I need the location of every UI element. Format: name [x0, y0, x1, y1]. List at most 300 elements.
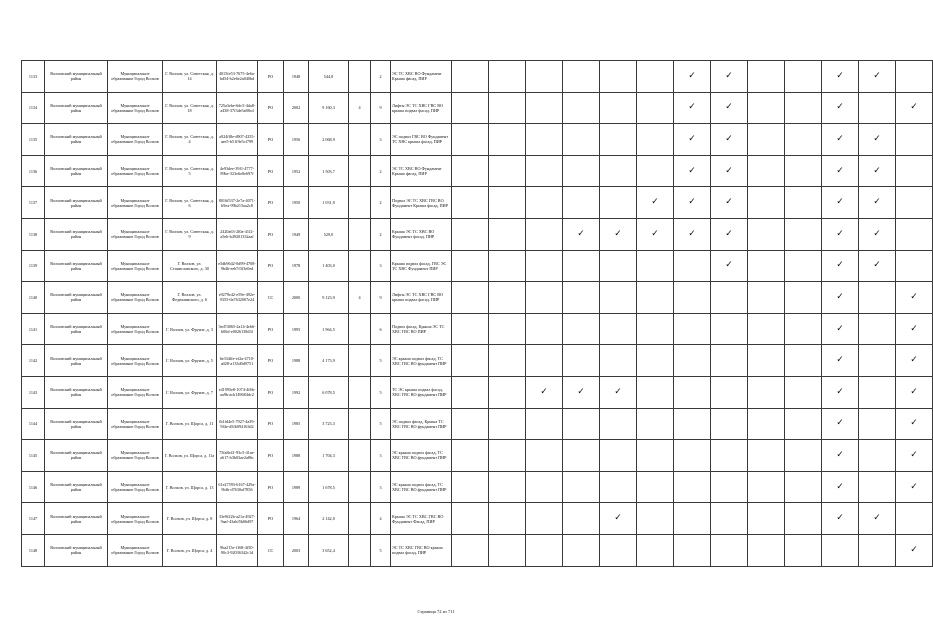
lift-count: 4: [349, 92, 371, 124]
check-cell: [711, 282, 748, 314]
check-cell: [674, 187, 711, 219]
ownership-form: РО: [258, 345, 284, 377]
check-cell: [637, 471, 674, 503]
checkmark-icon: ✓: [836, 355, 844, 366]
check-cell: [563, 408, 600, 440]
build-year: 1952: [284, 155, 309, 187]
ownership-form: РО: [258, 218, 284, 250]
total-area: 9 160,3: [309, 92, 349, 124]
ownership-form: СС: [258, 534, 284, 566]
checkmark-icon: ✓: [688, 70, 696, 81]
check-cell: [711, 218, 748, 250]
total-area: 1 678,5: [309, 471, 349, 503]
check-cell: [822, 155, 859, 187]
check-cell: [859, 282, 896, 314]
check-cell: [637, 282, 674, 314]
lift-count: [349, 471, 371, 503]
work-types: Лифты ЭС ТС ХВС ГВС ВО крыша подвал фасад, ПИР: [391, 92, 452, 124]
check-cell: [526, 345, 563, 377]
check-cell: [748, 534, 785, 566]
house-guid: e41995e8-1074-4f6b-aa9b-acb149684dc2: [217, 376, 258, 408]
checkmark-icon: ✓: [910, 323, 918, 334]
check-cell: [896, 61, 933, 93]
ownership-form: РО: [258, 155, 284, 187]
check-cell: [711, 376, 748, 408]
table-row: [22, 534, 933, 566]
address: Г. Волхов, ул. Советская, д. 14: [163, 61, 217, 93]
work-types: Крыша ЭС ТС ХВС ВО Фундамент фасад, ПИР: [391, 218, 452, 250]
check-cell: [896, 440, 933, 472]
check-cell: [452, 345, 489, 377]
check-cell: [822, 376, 859, 408]
checkmark-icon: ✓: [873, 165, 881, 176]
total-area: 3 652,4: [309, 534, 349, 566]
house-guid: 725a3ebe-6dc5-4da8-a438-37f3de5a88cd: [217, 92, 258, 124]
address: Г. Волхов, ул. Советская, д. 9: [163, 218, 217, 250]
checkmark-icon: ✓: [688, 102, 696, 113]
table-row: [22, 124, 933, 156]
check-cell: [637, 92, 674, 124]
check-cell: [822, 440, 859, 472]
check-cell: [822, 282, 859, 314]
build-year: 1978: [284, 250, 309, 282]
district-name: Волховский муниципальный район: [45, 534, 108, 566]
check-cell: [563, 92, 600, 124]
check-cell: [711, 92, 748, 124]
municipality-name: Муниципальное образование Город Волхов: [108, 250, 163, 282]
check-cell: [674, 503, 711, 535]
row-number: 1146: [22, 471, 45, 503]
work-types: ЭС крыша подвал фасад, ТС ХВС ГВС ВО фундамент ПИР: [391, 471, 452, 503]
check-cell: [896, 187, 933, 219]
ownership-form: РО: [258, 313, 284, 345]
check-cell: [822, 124, 859, 156]
table-row: [22, 92, 933, 124]
lift-count: [349, 218, 371, 250]
checkmark-icon: ✓: [725, 102, 733, 113]
check-cell: [563, 155, 600, 187]
district-name: Волховский муниципальный район: [45, 282, 108, 314]
work-types: ТС ЭС крыша подвал фасад, ХВС ГВС ВО фундамент ПИР: [391, 376, 452, 408]
house-guid: a924ff8e-d907-4255-aee5-b51f9e5cf799: [217, 124, 258, 156]
checkmark-icon: ✓: [725, 165, 733, 176]
check-cell: [748, 218, 785, 250]
check-cell: [452, 313, 489, 345]
check-cell: [822, 250, 859, 282]
check-cell: [674, 345, 711, 377]
check-cell: [563, 250, 600, 282]
municipality-name: Муниципальное образование Город Волхов: [108, 408, 163, 440]
district-name: Волховский муниципальный район: [45, 376, 108, 408]
check-cell: [637, 218, 674, 250]
house-guid: e9279e42-e59e-492e-9355-0a7632007e24: [217, 282, 258, 314]
check-cell: [711, 61, 748, 93]
total-area: 1 704,3: [309, 440, 349, 472]
check-cell: [600, 503, 637, 535]
checkmark-icon: ✓: [836, 449, 844, 460]
checkmark-icon: ✓: [873, 260, 881, 271]
check-cell: [600, 282, 637, 314]
check-cell: [785, 124, 822, 156]
check-cell: [859, 376, 896, 408]
floors: 3: [371, 440, 391, 472]
check-cell: [711, 124, 748, 156]
check-cell: [452, 503, 489, 535]
check-cell: [674, 124, 711, 156]
checkmark-icon: ✓: [725, 228, 733, 239]
check-cell: [785, 218, 822, 250]
checkmark-icon: ✓: [836, 165, 844, 176]
check-cell: [563, 313, 600, 345]
row-number: 1142: [22, 345, 45, 377]
checkmark-icon: ✓: [688, 228, 696, 239]
check-cell: [674, 534, 711, 566]
checkmark-icon: ✓: [873, 133, 881, 144]
table-row: [22, 503, 933, 535]
check-cell: [489, 250, 526, 282]
check-cell: [896, 345, 933, 377]
check-cell: [711, 313, 748, 345]
check-cell: [600, 376, 637, 408]
municipality-name: Муниципальное образование Город Волхов: [108, 61, 163, 93]
check-cell: [748, 313, 785, 345]
work-types: ЭС ТС ХВС ГВС ВО крыша подвал фасад, ПИР: [391, 534, 452, 566]
check-cell: [526, 408, 563, 440]
check-cell: [452, 376, 489, 408]
check-cell: [489, 124, 526, 156]
build-year: 1950: [284, 187, 309, 219]
check-cell: [711, 187, 748, 219]
lift-count: [349, 503, 371, 535]
check-cell: [785, 155, 822, 187]
check-cell: [859, 534, 896, 566]
municipality-name: Муниципальное образование Город Волхов: [108, 218, 163, 250]
check-cell: [489, 471, 526, 503]
municipality-name: Муниципальное образование Город Волхов: [108, 345, 163, 377]
checkmark-icon: ✓: [725, 133, 733, 144]
check-cell: [452, 440, 489, 472]
floors: 2: [371, 155, 391, 187]
address: Г. Волхов, ул. Щорса, д. 11а: [163, 440, 217, 472]
check-cell: [711, 155, 748, 187]
check-cell: [452, 250, 489, 282]
district-name: Волховский муниципальный район: [45, 471, 108, 503]
municipality-name: Муниципальное образование Город Волхов: [108, 92, 163, 124]
work-types: ЭС крыша подвал фасад, ТС ХВС ГВС ВО фундамент ПИР: [391, 345, 452, 377]
check-cell: [748, 408, 785, 440]
table-row: [22, 471, 933, 503]
address: Г. Волхов, ул. Станиславского, д. 30: [163, 250, 217, 282]
check-cell: [526, 440, 563, 472]
check-cell: [785, 471, 822, 503]
lift-count: [349, 124, 371, 156]
check-cell: [526, 61, 563, 93]
check-cell: [526, 471, 563, 503]
checkmark-icon: ✓: [910, 386, 918, 397]
check-cell: [563, 534, 600, 566]
check-cell: [489, 376, 526, 408]
check-cell: [859, 408, 896, 440]
lift-count: [349, 155, 371, 187]
checkmark-icon: ✓: [836, 228, 844, 239]
district-name: Волховский муниципальный район: [45, 61, 108, 93]
table-row: [22, 408, 933, 440]
check-cell: [859, 124, 896, 156]
municipality-name: Муниципальное образование Город Волхов: [108, 471, 163, 503]
check-cell: [600, 124, 637, 156]
table-row: [22, 376, 933, 408]
check-cell: [563, 282, 600, 314]
build-year: 2003: [284, 534, 309, 566]
check-cell: [600, 187, 637, 219]
row-number: 1148: [22, 534, 45, 566]
check-cell: [822, 313, 859, 345]
row-number: 1139: [22, 250, 45, 282]
check-cell: [489, 313, 526, 345]
table-row: [22, 155, 933, 187]
check-cell: [563, 345, 600, 377]
check-cell: [563, 124, 600, 156]
lift-count: [349, 313, 371, 345]
check-cell: [526, 187, 563, 219]
checkmark-icon: ✓: [910, 418, 918, 429]
house-guid: 9ba215e-f168-4f50-90c3-92036342c1d: [217, 534, 258, 566]
check-cell: [711, 534, 748, 566]
checkmark-icon: ✓: [836, 513, 844, 524]
table-row: [22, 187, 933, 219]
build-year: 1989: [284, 471, 309, 503]
checkmark-icon: ✓: [688, 165, 696, 176]
check-cell: [637, 345, 674, 377]
check-cell: [785, 313, 822, 345]
checkmark-icon: ✓: [836, 386, 844, 397]
house-guid: 4015fe53-7675-4e6a-bd54-b2e6e2a840bd: [217, 61, 258, 93]
municipality-name: Муниципальное образование Город Волхов: [108, 282, 163, 314]
address: Г. Волхов, ул. Щорса, д. 4: [163, 534, 217, 566]
ownership-form: СС: [258, 282, 284, 314]
check-cell: [896, 282, 933, 314]
check-cell: [748, 250, 785, 282]
row-number: 1140: [22, 282, 45, 314]
address: Г. Волхов, ул. Советская, д. 18: [163, 92, 217, 124]
check-cell: [600, 408, 637, 440]
total-area: 6 078,5: [309, 376, 349, 408]
check-cell: [896, 471, 933, 503]
check-cell: [748, 61, 785, 93]
lift-count: [349, 187, 371, 219]
check-cell: [822, 92, 859, 124]
check-cell: [859, 440, 896, 472]
check-cell: [859, 218, 896, 250]
check-cell: [674, 61, 711, 93]
address: Г. Волхов, ул. Фрунзе, д. 3: [163, 313, 217, 345]
check-cell: [785, 282, 822, 314]
work-types: ЭС подвал фасад, Крыша ТС ХВС ГВС ВО фундамент ПИР: [391, 408, 452, 440]
floors: 9: [371, 92, 391, 124]
check-cell: [637, 155, 674, 187]
check-cell: [822, 187, 859, 219]
floors: 2: [371, 218, 391, 250]
work-types: Крыша подвал фасад, ГВС ЭС ТС ХВС Фундамент ПИР: [391, 250, 452, 282]
check-cell: [489, 61, 526, 93]
work-types: Подвал ЭС ТС ХВС ГВС ВО Фундамент Крыша фасад, ПИР: [391, 187, 452, 219]
check-cell: [785, 376, 822, 408]
address: Г. Волхов, ул. Советская, д. 4: [163, 124, 217, 156]
check-cell: [637, 408, 674, 440]
check-cell: [600, 218, 637, 250]
address: Г. Волхов, ул. Советская, д. 6: [163, 187, 217, 219]
check-cell: [489, 92, 526, 124]
check-cell: [859, 471, 896, 503]
check-cell: [452, 124, 489, 156]
ownership-form: РО: [258, 187, 284, 219]
check-cell: [600, 534, 637, 566]
check-cell: [637, 250, 674, 282]
district-name: Волховский муниципальный район: [45, 313, 108, 345]
check-cell: [489, 440, 526, 472]
floors: 3: [371, 471, 391, 503]
lift-count: [349, 408, 371, 440]
check-cell: [748, 187, 785, 219]
house-guid: 2420a63-2f0a-41f2-a5eb-b49201332aaf: [217, 218, 258, 250]
check-cell: [896, 503, 933, 535]
checkmark-icon: ✓: [651, 228, 659, 239]
check-cell: [452, 282, 489, 314]
address: Г. Волхов, ул. Щорса, д. 11: [163, 408, 217, 440]
check-cell: [452, 218, 489, 250]
check-cell: [674, 218, 711, 250]
checkmark-icon: ✓: [873, 228, 881, 239]
build-year: 1988: [284, 440, 309, 472]
municipality-name: Муниципальное образование Город Волхов: [108, 503, 163, 535]
municipality-name: Муниципальное образование Город Волхов: [108, 187, 163, 219]
lift-count: 4: [349, 282, 371, 314]
check-cell: [896, 250, 933, 282]
check-cell: [489, 155, 526, 187]
check-cell: [711, 345, 748, 377]
checkmark-icon: ✓: [577, 228, 585, 239]
check-cell: [600, 313, 637, 345]
checkmark-icon: ✓: [836, 133, 844, 144]
checkmark-icon: ✓: [725, 70, 733, 81]
build-year: 1988: [284, 345, 309, 377]
checkmark-icon: ✓: [577, 386, 585, 397]
table-row: [22, 313, 933, 345]
floors: 3: [371, 250, 391, 282]
checkmark-icon: ✓: [725, 197, 733, 208]
check-cell: [674, 376, 711, 408]
lift-count: [349, 534, 371, 566]
check-cell: [674, 250, 711, 282]
check-cell: [637, 124, 674, 156]
check-cell: [822, 61, 859, 93]
check-cell: [489, 534, 526, 566]
check-cell: [563, 187, 600, 219]
municipality-name: Муниципальное образование Город Волхов: [108, 124, 163, 156]
checkmark-icon: ✓: [614, 386, 622, 397]
check-cell: [526, 376, 563, 408]
checkmark-icon: ✓: [873, 513, 881, 524]
check-cell: [822, 218, 859, 250]
checkmark-icon: ✓: [688, 197, 696, 208]
district-name: Волховский муниципальный район: [45, 124, 108, 156]
work-types: ЭС крыша подвал фасад, ТС ХВС ГВС ВО фундамент ПИР: [391, 440, 452, 472]
row-number: 1143: [22, 376, 45, 408]
checkmark-icon: ✓: [910, 102, 918, 113]
floors: 5: [371, 376, 391, 408]
check-cell: [452, 534, 489, 566]
ownership-form: РО: [258, 503, 284, 535]
house-guid: 33e9f22b-a21a-4927-9aaf-43abf5b06d97: [217, 503, 258, 535]
check-cell: [822, 408, 859, 440]
municipality-name: Муниципальное образование Город Волхов: [108, 534, 163, 566]
check-cell: [526, 503, 563, 535]
house-guid: fb1fd4e5-7927-4a39-9f4e-d5fb094163d2: [217, 408, 258, 440]
check-cell: [637, 534, 674, 566]
row-number: 1145: [22, 440, 45, 472]
check-cell: [748, 345, 785, 377]
check-cell: [600, 250, 637, 282]
ownership-form: РО: [258, 124, 284, 156]
check-cell: [489, 282, 526, 314]
work-types: ЭС ТС ХВС ВО Фундамент Крыша фасад, ПИР: [391, 155, 452, 187]
district-name: Волховский муниципальный район: [45, 187, 108, 219]
ownership-form: РО: [258, 440, 284, 472]
build-year: 1985: [284, 408, 309, 440]
check-cell: [526, 92, 563, 124]
checkmark-icon: ✓: [873, 197, 881, 208]
municipality-name: Муниципальное образование Город Волхов: [108, 376, 163, 408]
check-cell: [785, 345, 822, 377]
check-cell: [711, 440, 748, 472]
ownership-form: РО: [258, 408, 284, 440]
floors: 2: [371, 61, 391, 93]
check-cell: [600, 61, 637, 93]
house-guid: 75fa8e41-93c5-41ae-a617-b3b03ae2a86c: [217, 440, 258, 472]
check-cell: [896, 218, 933, 250]
row-number: 1134: [22, 92, 45, 124]
work-types: ЭС подвал ГВС ВО Фундамент ТС ХВС крыша фасад, ПИР: [391, 124, 452, 156]
check-cell: [600, 471, 637, 503]
district-name: Волховский муниципальный район: [45, 92, 108, 124]
check-cell: [674, 313, 711, 345]
checkmark-icon: ✓: [910, 449, 918, 460]
floors: 6: [371, 313, 391, 345]
address: Г. Волхов, ул. Советская, д. 5: [163, 155, 217, 187]
ownership-form: РО: [258, 471, 284, 503]
table-row: [22, 282, 933, 314]
check-cell: [674, 155, 711, 187]
total-area: 529,0: [309, 218, 349, 250]
check-cell: [859, 250, 896, 282]
check-cell: [785, 440, 822, 472]
checkmark-icon: ✓: [836, 70, 844, 81]
check-cell: [637, 61, 674, 93]
check-cell: [896, 124, 933, 156]
check-cell: [748, 92, 785, 124]
check-cell: [785, 92, 822, 124]
check-cell: [526, 155, 563, 187]
page-footer: Страница 72 из 711: [417, 609, 455, 614]
check-cell: [600, 345, 637, 377]
total-area: 9 123,9: [309, 282, 349, 314]
checkmark-icon: ✓: [873, 70, 881, 81]
table-row: [22, 61, 933, 93]
district-name: Волховский муниципальный район: [45, 155, 108, 187]
check-cell: [563, 218, 600, 250]
house-guid: 8016f537-2e7a-4071-b9ea-99b215aa2c8: [217, 187, 258, 219]
house-guid: e5db9642-0d99-4708-9b4b-eeb7f3f3e0ed: [217, 250, 258, 282]
